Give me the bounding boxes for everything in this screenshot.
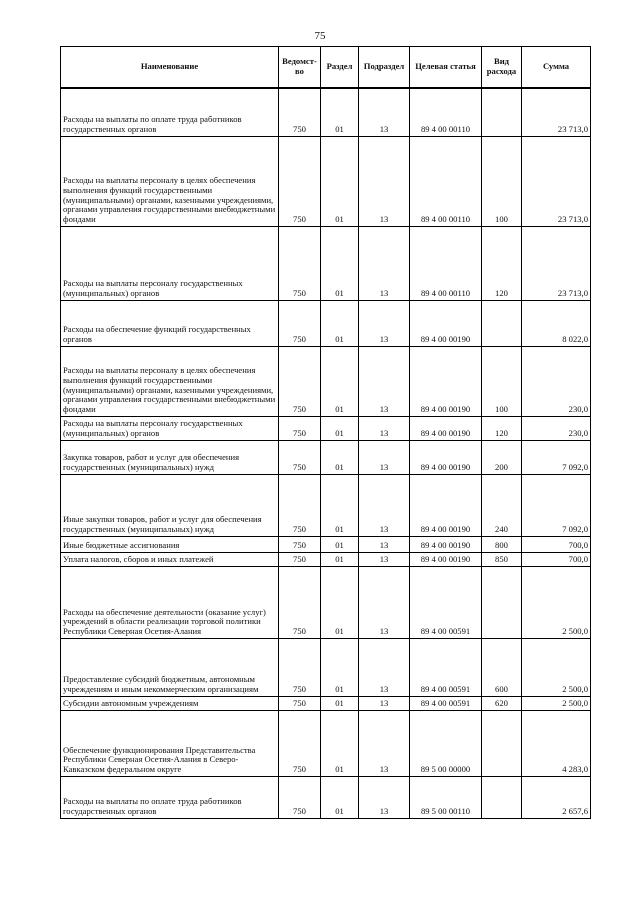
row-ved: 750 bbox=[279, 88, 321, 136]
table-row bbox=[61, 346, 591, 416]
row-vid: 200 bbox=[482, 440, 522, 474]
row-vid: 800 bbox=[482, 536, 522, 552]
row-summa: 2 657,6 bbox=[522, 776, 591, 818]
row-name: Расходы на выплаты персоналу в целях обеспечения выполнения функций государственными (муниципальными) органами, казенными учреждениями, органами управления государственными внебюджетными фондами bbox=[61, 136, 279, 226]
header-name: Наименование bbox=[61, 47, 279, 89]
table-row bbox=[61, 440, 591, 474]
row-ved: 750 bbox=[279, 552, 321, 566]
row-ved: 750 bbox=[279, 710, 321, 776]
row-razdel: 01 bbox=[321, 552, 359, 566]
row-name: Субсидии автономным учреждениям bbox=[61, 696, 279, 710]
table-row bbox=[61, 416, 591, 440]
row-cel: 89 4 00 00110 bbox=[410, 88, 482, 136]
row-razdel: 01 bbox=[321, 136, 359, 226]
row-ved: 750 bbox=[279, 136, 321, 226]
row-razdel: 01 bbox=[321, 440, 359, 474]
row-name: Обеспечение функционирования Представительства Республики Северная Осетия-Алания в Северо-Кавказском федеральном округе bbox=[61, 710, 279, 776]
row-name: Расходы на выплаты по оплате труда работников государственных органов bbox=[61, 88, 279, 136]
row-ved: 750 bbox=[279, 416, 321, 440]
row-summa: 2 500,0 bbox=[522, 566, 591, 638]
row-name: Расходы на выплаты персоналу государственных (муниципальных) органов bbox=[61, 226, 279, 300]
row-cel: 89 5 00 00110 bbox=[410, 776, 482, 818]
header-podrazdel: Подраздел bbox=[359, 47, 410, 89]
row-cel: 89 4 00 00190 bbox=[410, 552, 482, 566]
row-summa: 2 500,0 bbox=[522, 696, 591, 710]
row-ved: 750 bbox=[279, 638, 321, 696]
row-name: Расходы на выплаты персоналу государственных (муниципальных) органов bbox=[61, 416, 279, 440]
budget-table bbox=[60, 46, 591, 819]
table-row bbox=[61, 474, 591, 536]
row-podrazdel: 13 bbox=[359, 88, 410, 136]
table-row bbox=[61, 696, 591, 710]
table-row bbox=[61, 300, 591, 346]
table-row bbox=[61, 776, 591, 818]
row-summa: 23 713,0 bbox=[522, 88, 591, 136]
row-cel: 89 4 00 00591 bbox=[410, 696, 482, 710]
row-podrazdel: 13 bbox=[359, 776, 410, 818]
row-ved: 750 bbox=[279, 226, 321, 300]
row-name: Расходы на выплаты персоналу в целях обеспечения выполнения функций государственными (муниципальными) органами, казенными учреждениями, органами управления государственными внебюджетными фондами bbox=[61, 346, 279, 416]
row-razdel: 01 bbox=[321, 536, 359, 552]
row-cel: 89 4 00 00190 bbox=[410, 416, 482, 440]
row-podrazdel: 13 bbox=[359, 136, 410, 226]
table-row bbox=[61, 136, 591, 226]
row-cel: 89 4 00 00591 bbox=[410, 638, 482, 696]
row-podrazdel: 13 bbox=[359, 552, 410, 566]
row-cel: 89 5 00 00000 bbox=[410, 710, 482, 776]
row-name: Иные закупки товаров, работ и услуг для обеспечения государственных (муниципальных) нужд bbox=[61, 474, 279, 536]
header-razdel: Раздел bbox=[321, 47, 359, 89]
row-summa: 8 022,0 bbox=[522, 300, 591, 346]
row-ved: 750 bbox=[279, 300, 321, 346]
table-row bbox=[61, 88, 591, 136]
row-podrazdel: 13 bbox=[359, 300, 410, 346]
row-razdel: 01 bbox=[321, 88, 359, 136]
row-name: Расходы на выплаты по оплате труда работников государственных органов bbox=[61, 776, 279, 818]
row-summa: 700,0 bbox=[522, 552, 591, 566]
row-cel: 89 4 00 00190 bbox=[410, 300, 482, 346]
row-cel: 89 4 00 00110 bbox=[410, 136, 482, 226]
row-podrazdel: 13 bbox=[359, 566, 410, 638]
row-cel: 89 4 00 00190 bbox=[410, 536, 482, 552]
row-vid bbox=[482, 710, 522, 776]
header-ved: Ведомст-во bbox=[279, 47, 321, 89]
row-summa: 7 092,0 bbox=[522, 474, 591, 536]
row-razdel: 01 bbox=[321, 416, 359, 440]
row-ved: 750 bbox=[279, 346, 321, 416]
row-cel: 89 4 00 00110 bbox=[410, 226, 482, 300]
row-vid bbox=[482, 566, 522, 638]
row-vid: 100 bbox=[482, 136, 522, 226]
table-row bbox=[61, 552, 591, 566]
row-ved: 750 bbox=[279, 776, 321, 818]
row-summa: 700,0 bbox=[522, 536, 591, 552]
row-vid: 850 bbox=[482, 552, 522, 566]
row-name: Расходы на обеспечение деятельности (оказание услуг) учреждений в области реализации торговой политики Республики Северная Осетия-Алания bbox=[61, 566, 279, 638]
row-podrazdel: 13 bbox=[359, 536, 410, 552]
row-ved: 750 bbox=[279, 696, 321, 710]
row-summa: 4 283,0 bbox=[522, 710, 591, 776]
row-name: Расходы на обеспечение функций государственных органов bbox=[61, 300, 279, 346]
row-razdel: 01 bbox=[321, 474, 359, 536]
row-ved: 750 bbox=[279, 536, 321, 552]
row-cel: 89 4 00 00591 bbox=[410, 566, 482, 638]
row-razdel: 01 bbox=[321, 300, 359, 346]
row-podrazdel: 13 bbox=[359, 638, 410, 696]
row-ved: 750 bbox=[279, 474, 321, 536]
row-vid: 240 bbox=[482, 474, 522, 536]
row-cel: 89 4 00 00190 bbox=[410, 440, 482, 474]
table-row bbox=[61, 226, 591, 300]
row-summa: 7 092,0 bbox=[522, 440, 591, 474]
row-podrazdel: 13 bbox=[359, 440, 410, 474]
row-razdel: 01 bbox=[321, 346, 359, 416]
row-podrazdel: 13 bbox=[359, 710, 410, 776]
row-name: Предоставление субсидий бюджетным, автономным учреждениям и иным некоммерческим организациям bbox=[61, 638, 279, 696]
row-name: Закупка товаров, работ и услуг для обеспечения государственных (муниципальных) нужд bbox=[61, 440, 279, 474]
row-razdel: 01 bbox=[321, 566, 359, 638]
row-vid: 620 bbox=[482, 696, 522, 710]
row-summa: 2 500,0 bbox=[522, 638, 591, 696]
table-header-row bbox=[61, 47, 591, 89]
table-row bbox=[61, 638, 591, 696]
row-podrazdel: 13 bbox=[359, 474, 410, 536]
table-row bbox=[61, 710, 591, 776]
row-summa: 23 713,0 bbox=[522, 136, 591, 226]
table-row bbox=[61, 566, 591, 638]
header-cel: Целевая статья bbox=[410, 47, 482, 89]
row-vid bbox=[482, 300, 522, 346]
row-vid: 100 bbox=[482, 346, 522, 416]
row-vid bbox=[482, 776, 522, 818]
row-name: Уплата налогов, сборов и иных платежей bbox=[61, 552, 279, 566]
row-razdel: 01 bbox=[321, 710, 359, 776]
row-summa: 230,0 bbox=[522, 416, 591, 440]
row-ved: 750 bbox=[279, 440, 321, 474]
row-razdel: 01 bbox=[321, 226, 359, 300]
header-summa: Сумма bbox=[522, 47, 591, 89]
row-razdel: 01 bbox=[321, 638, 359, 696]
row-podrazdel: 13 bbox=[359, 416, 410, 440]
row-podrazdel: 13 bbox=[359, 226, 410, 300]
page-number: 75 bbox=[314, 30, 326, 42]
row-razdel: 01 bbox=[321, 776, 359, 818]
row-podrazdel: 13 bbox=[359, 696, 410, 710]
row-vid bbox=[482, 88, 522, 136]
row-vid: 120 bbox=[482, 226, 522, 300]
row-summa: 230,0 bbox=[522, 346, 591, 416]
table-row bbox=[61, 536, 591, 552]
row-razdel: 01 bbox=[321, 696, 359, 710]
row-podrazdel: 13 bbox=[359, 346, 410, 416]
row-name: Иные бюджетные ассигнования bbox=[61, 536, 279, 552]
row-ved: 750 bbox=[279, 566, 321, 638]
row-vid: 120 bbox=[482, 416, 522, 440]
row-summa: 23 713,0 bbox=[522, 226, 591, 300]
row-cel: 89 4 00 00190 bbox=[410, 346, 482, 416]
row-cel: 89 4 00 00190 bbox=[410, 474, 482, 536]
header-vid: Вид расхода bbox=[482, 47, 522, 89]
row-vid: 600 bbox=[482, 638, 522, 696]
